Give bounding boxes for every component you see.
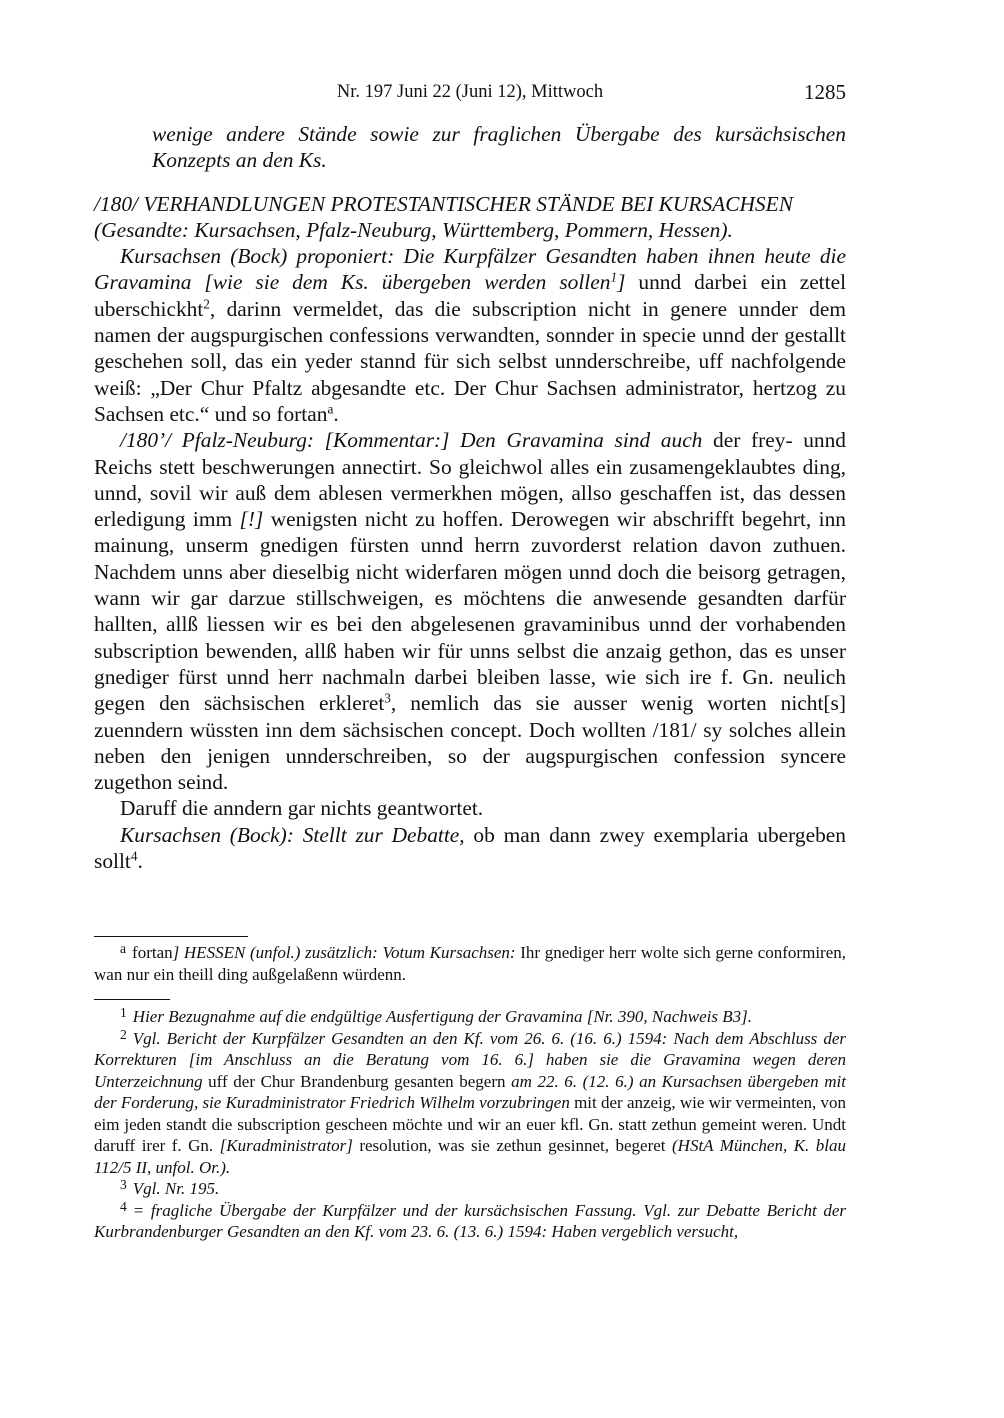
main-text [94,121,846,874]
textual-notes [94,942,846,985]
paragraph-text: der frey- unnd Reichs stett beschwerungen annectirt. So gleichwol alles ein zusamengeklaubtes ding, unnd, sovil wir auß dem ablesen vermerkhen mögen, allso geschaffen ist, das dessen erledigung imm [94,428,846,532]
textual-note-a [94,942,846,985]
footnote-mark: 1 [120,1005,127,1021]
footnote-text: Vgl. Nr. 195. [132,1179,220,1198]
footnote-ref-2[interactable]: 2 [203,296,210,312]
paragraph-debate [94,822,846,875]
textual-note-mark: a [120,941,127,957]
note-italic: ] HESSEN (unfol.) zusätzlich: Votum Kursachsen: [172,943,516,962]
running-head-title: Nr. 197 Juni 22 (Juni 12), Mittwoch [336,82,604,102]
paragraph-text: ob man dann zwey exemplaria ubergeben sollt [94,822,846,874]
footnote-2 [94,1028,846,1179]
footnote-mark: 3 [120,1177,127,1193]
footnote-ref-1[interactable]: 1 [610,270,618,286]
footnote-italic: Vgl. Bericht der Kurpfälzer Gesandten an den Kf. vom 26. 6. (16. 6.) 1594: Nach dem Abschluss der Korrekturen [im Anschluss an die Beratung vom 16. 6.] haben sie die Gravamina wegen deren Unterzeichnung [94,1028,846,1091]
paragraph-kursachsen-proposal [94,243,846,427]
note-text: Ihr gnediger herr wolte sich gerne conformiren, wan nur ein theill ding außgelaßenn würdenn. [94,943,847,984]
footnotes [94,1006,846,1243]
footnote-text: Hier Bezugnahme auf die endgültige Ausfertigung der Gravamina [Nr. 390, Nachweis B3]. [132,1007,752,1026]
italic-bracket: ] [617,270,626,295]
paragraph-text: , darinn vermeldet, das die subscription nicht in genere unnder dem namen der augspurgischen confessions verwandten, sonnder in specie unnd der gestallt geschehen soll, das ein yeder stannd für sich selbst unnderschreibe, uff nachfolgende weiß: „Der Chur Pfaltz abgesandte etc. Der Chur Sachsen administrator, hertzog zu Sachsen etc.“ und so fortan [94,296,846,426]
footnote-ref-3[interactable]: 3 [384,690,391,706]
footnote-text: uff der Chur Brandenburg gesanten begern [202,1071,512,1091]
footnote-1 [94,1006,846,1028]
sic-mark: [!] [239,507,264,532]
paragraph-text: . [137,849,143,874]
textual-note-ref-a[interactable]: a [327,401,334,417]
footnote-mark: 2 [120,1026,127,1042]
paragraph-text: wenigsten nicht zu hoffen. Derowegen wir abschrifft begehrt, inn mainung, unserm gnedigen fürsten unnd herrn zuvorderst relation davon zuthuen. Nachdem unns aber dieselbig nicht widerfaren mögen unnd doch die beisorg getragen, wann wir gar darzue stillschweigen, es möchtens die anwesende gesandten darfür hallten, allß liessen wir es bei den abgelesenen gravaminibus unnd der vorhabenden subscription bewenden, allß haben wir für unns selbst die anzaig gethon, das es unser gnediger fürst unnd herr nachmaln darbei bleiben lasse, wie sich ire f. Gn. neulich gegen den sächsischen erkleret [94,507,847,716]
intro-summary: wenige andere Stände sowie zur fraglichen Übergabe des kursächsischen Konzepts an den Ks. [152,122,846,173]
note-lemma: fortan [132,943,173,962]
paragraph-pfalz-neuburg [94,427,846,795]
running-head [94,80,846,106]
italic-lead: Kursachsen (Bock) proponiert: Die Kurpfälzer Gesandten haben ihnen heute die Gravamina [wie sie dem Ks. übergeben werden sollen [94,244,846,295]
paragraph-text: , nemlich das sie ausser wenig worten nicht[s] zuenndern wüssten inn dem sächsischen concept. Doch wollten /181/ sy solches allein neben den jenigen unnderschreiben, so der augspurgischen confession syncere zugethon seind. [94,691,847,795]
footnote-ref-4[interactable]: 4 [130,848,138,864]
paragraph-text: unnd darbei ein zettel uberschickht [94,270,847,321]
section-heading-line1: /180/ VERHANDLUNGEN PROTESTANTISCHER STÄNDE BEI KURSACHSEN [94,191,793,216]
paragraph-text: . [333,401,339,426]
footnote-italic: [Kuradministrator] [219,1136,353,1155]
page-number: 1285 [804,80,846,104]
italic-lead: Kursachsen (Bock): Stellt zur Debatte, [120,822,465,847]
footnote-4 [94,1200,846,1243]
italic-lead: /180’/ Pfalz-Neuburg: [Kommentar:] Den Gravamina sind auch [120,428,703,453]
paragraph-no-answer [94,795,846,821]
textual-notes-divider [94,936,248,937]
footnotes-divider [94,999,170,1000]
section-heading [94,191,846,244]
footnote-source: (HStA München, K. blau 112/5 II, unfol. Or.). [94,1136,846,1177]
paragraph-text: Daruff die anndern gar nichts geantwortet. [120,796,484,821]
footnote-mark: 4 [120,1198,127,1214]
footnote-text: = fragliche Übergabe der Kurpfälzer und der kursächsischen Fassung. Vgl. zur Debatte Bericht der Kurbrandenburger Gesandten an den Kf. vom 23. 6. (13. 6.) 1594: Haben vergeblich versucht, [94,1200,846,1241]
footnote-italic: am 22. 6. (12. 6.) an Kursachsen übergeben mit der Forderung, sie Kuradministrator Friedrich Wilhelm vorzubringen [94,1071,846,1112]
footnote-text: resolution, was sie zethun gesinnet, begeret [352,1136,672,1155]
section-heading-line2: (Gesandte: Kursachsen, Pfalz-Neuburg, Württemberg, Pommern, Hessen). [94,217,733,242]
spacer [94,174,846,191]
footnote-text: mit der anzeig, wie wir vermeinten, von eim jeden standt die subscription gescheen möchte und wir an euer kfl. Gn. statt zethun gemeint weren. Undt daruff irer f. Gn. [94,1093,846,1155]
footnote-3 [94,1178,846,1200]
